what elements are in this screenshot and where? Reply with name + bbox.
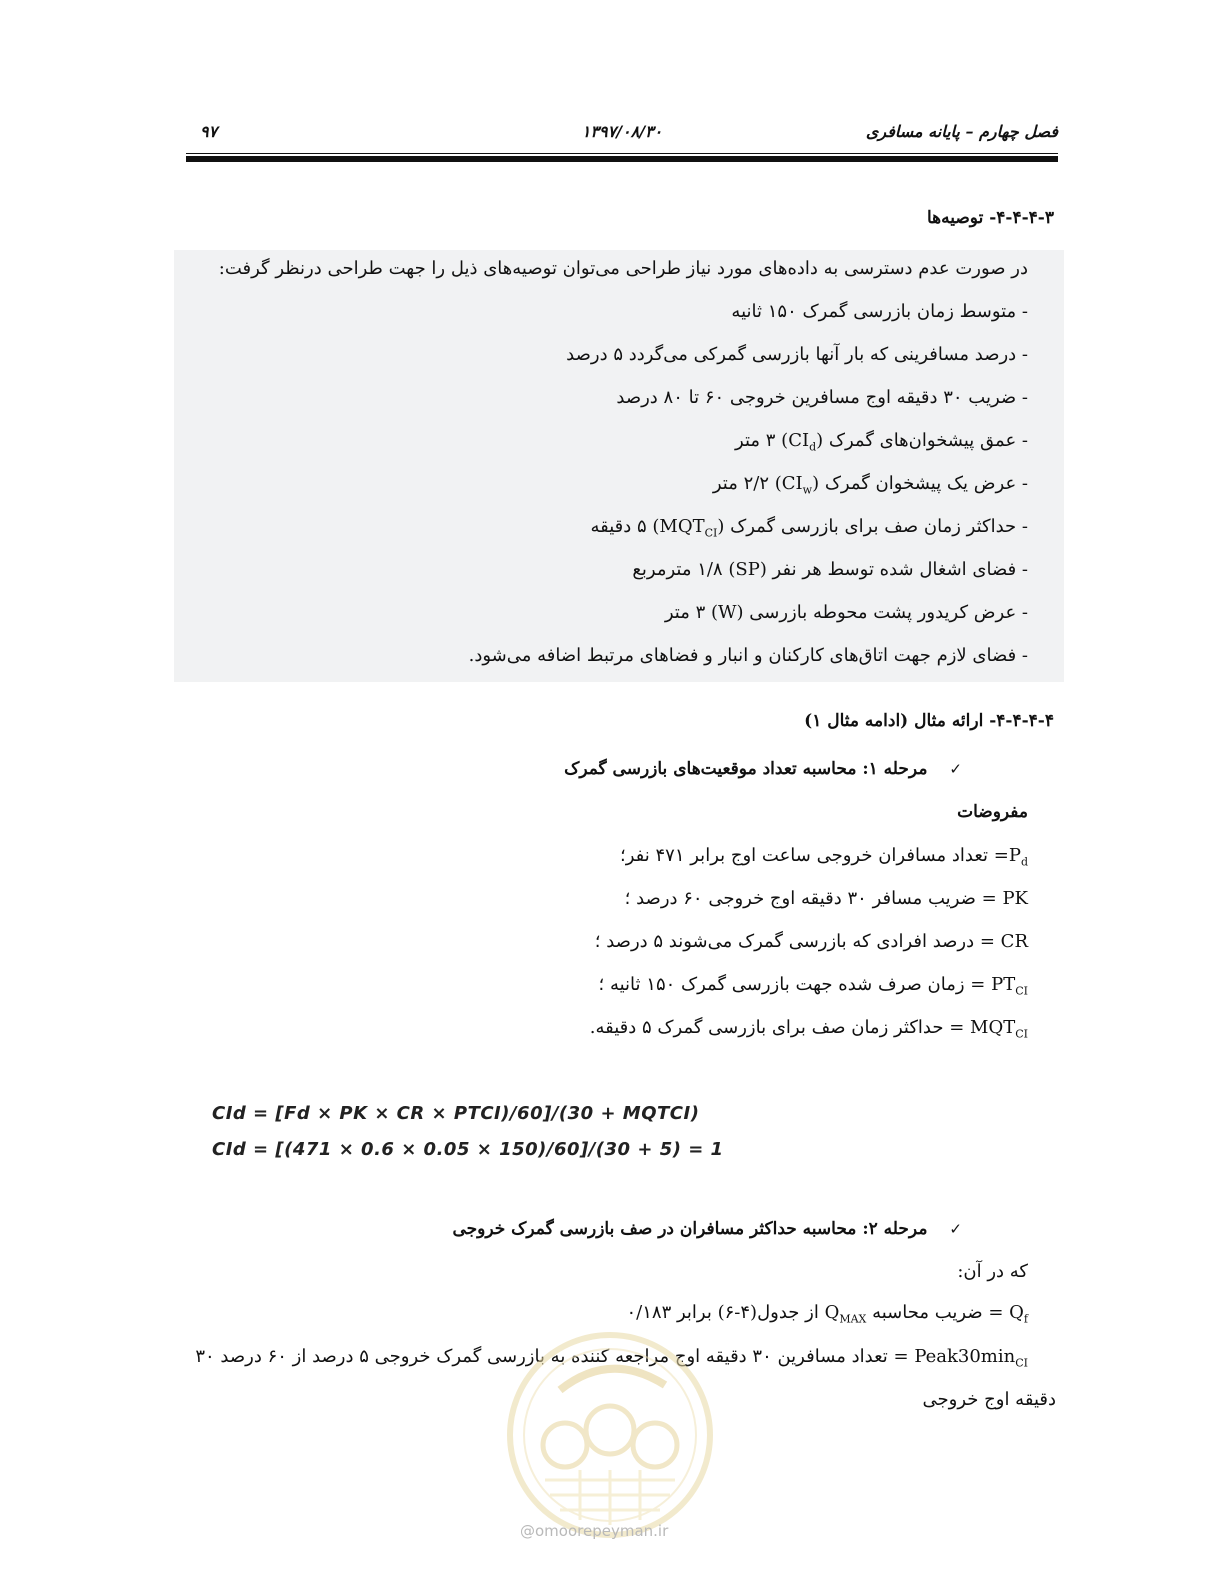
checkmark-icon: ✓ <box>949 760 962 778</box>
recommendations-heading: ۴-۴-۴-۳- توصیه‌ها <box>926 208 1054 228</box>
equation-2: CId = [(471 × 0.6 × 0.05 × 150)/60]/(30 + 5) = 1 <box>212 1139 724 1160</box>
list-item: - درصد مسافرینی که بار آنها بازرسی گمرکی می‌گردد ۵ درصد <box>566 344 1028 365</box>
recommendations-intro: در صورت عدم دسترسی به داده‌های مورد نیاز طراحی می‌توان توصیه‌های ذیل را جهت طراحی درنظر گرفت: <box>218 258 1028 279</box>
watermark-logo-icon <box>505 1330 715 1540</box>
chapter-title: فصل چهارم – پایانه مسافری <box>865 122 1058 141</box>
assumption-pk: PK = ضریب مسافر ۳۰ دقیقه اوج خروجی ۶۰ درصد ؛ <box>624 888 1028 909</box>
checkmark-icon: ✓ <box>949 1220 962 1238</box>
step2-title: ✓مرحله ۲: محاسبه حداکثر مسافران در صف بازرسی گمرک خروجی <box>452 1219 962 1239</box>
definition-peak: $Peak30\min_{CI}$ = تعداد مسافرین ۳۰ دقیقه اوج مراجعه کننده به بازرسی گمرک خروجی ۵ درصد از ۶۰ درصد ۳۰ <box>195 1346 1028 1370</box>
list-item: - عمق پیشخوان‌های گمرک $(CI_d)$ ۳ متر <box>735 430 1028 454</box>
assumption-mqt: $MQT_{CI}$ = حداکثر زمان صف برای بازرسی گمرک ۵ دقیقه. <box>589 1017 1028 1041</box>
list-item: - عرض یک پیشخوان گمرک $(CI_w)$ ۲/۲ متر <box>712 473 1028 497</box>
list-item: - فضای اشغال شده توسط هر نفر (SP) ۱/۸ مترمربع <box>632 559 1028 580</box>
header-rule-thick <box>186 156 1058 162</box>
example-heading: ۴-۴-۴-۴- ارائه مثال (ادامه مثال ۱) <box>804 711 1054 731</box>
where-label: که در آن: <box>957 1261 1028 1282</box>
definition-qf: $Q_f$ = ضریب محاسبه $Q_{MAX}$ از جدول(۴-۶) برابر ۰/۱۸۳ <box>626 1302 1028 1326</box>
assumptions-label: مفروضات <box>957 802 1028 822</box>
list-item: - حداکثر زمان صف برای بازرسی گمرک $(MQT_{CI})$ ۵ دقیقه <box>590 516 1028 540</box>
list-item: - ضریب ۳۰ دقیقه اوج مسافرین خروجی ۶۰ تا ۸۰ درصد <box>616 387 1028 408</box>
page-header <box>186 122 1058 146</box>
watermark-url: @omoorepeyman.ir <box>520 1522 669 1540</box>
assumption-pd: $P_d=$ تعداد مسافران خروجی ساعت اوج برابر ۴۷۱ نفر؛ <box>620 845 1028 869</box>
header-rule-thin <box>186 153 1058 154</box>
assumption-cr: CR = درصد افرادی که بازرسی گمرک می‌شوند ۵ درصد ؛ <box>594 931 1028 952</box>
definition-peak-cont: دقیقه اوج خروجی <box>922 1389 1056 1410</box>
step1-title: ✓مرحله ۱: محاسبه تعداد موقعیت‌های بازرسی گمرک <box>564 759 962 779</box>
header-date: ۱۳۹۷/۰۸/۳۰ <box>581 122 663 141</box>
assumption-pt: $PT_{CI}$ = زمان صرف شده جهت بازرسی گمرک ۱۵۰ ثانیه ؛ <box>598 974 1028 998</box>
page-number: ۹۷ <box>200 122 218 141</box>
list-item: - عرض کریدور پشت محوطه بازرسی (W) ۳ متر <box>664 602 1028 623</box>
list-item: - فضای لازم جهت اتاق‌های کارکنان و انبار و فضاهای مرتبط اضافه می‌شود. <box>468 645 1028 666</box>
list-item: - متوسط زمان بازرسی گمرک ۱۵۰ ثانیه <box>731 301 1028 322</box>
equation-1: CId = [Fd × PK × CR × PTCI)/60]/(30 + MQTCI) <box>212 1103 700 1124</box>
